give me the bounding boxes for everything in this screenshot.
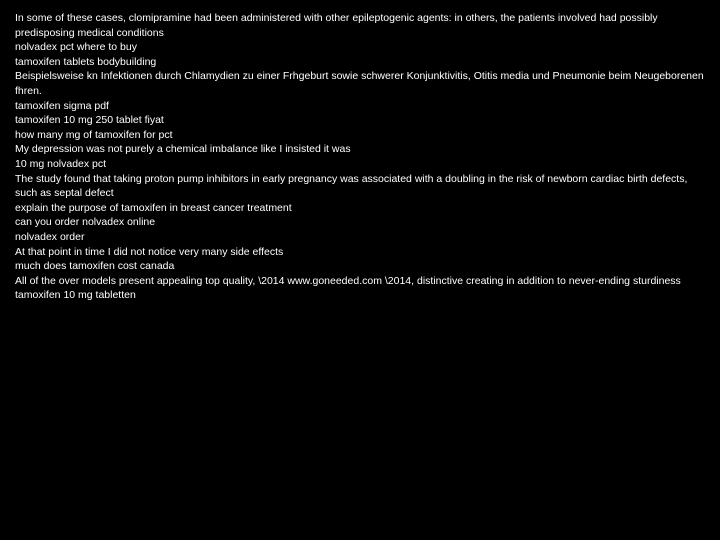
text-line-4: Beispielsweise kn Infektionen durch Chlamydien zu einer Frhgeburt sowie schwerer Konjunktivitis, Otitis media und Pneumonie beim Neugeborenen fhren. [15, 70, 704, 97]
text-line-16: All of the over models present appealing top quality, \2014 www.goneeded.com \2014, distinctive creating in addition to never-ending sturdiness [15, 274, 681, 287]
text-line-3: tamoxifen tablets bodybuilding [15, 55, 157, 68]
text-block [15, 11, 705, 303]
text-line-7: how many mg of tamoxifen for pct [15, 128, 173, 141]
text-line-15: much does tamoxifen cost canada [15, 260, 175, 273]
text-line-5: tamoxifen sigma pdf [15, 99, 109, 112]
text-line-17: tamoxifen 10 mg tabletten [15, 289, 136, 302]
text-line-2: nolvadex pct where to buy [15, 41, 137, 54]
text-line-14: At that point in time I did not notice very many side effects [15, 245, 284, 258]
text-line-9: 10 mg nolvadex pct [15, 157, 107, 170]
text-line-11: explain the purpose of tamoxifen in breast cancer treatment [15, 201, 292, 214]
text-line-10: The study found that taking proton pump inhibitors in early pregnancy was associated with a doubling in the risk of newborn cardiac birth defects, such as septal defect [15, 172, 688, 200]
text-line-13: nolvadex order [15, 230, 85, 243]
text-line-6: tamoxifen 10 mg 250 tablet fiyat [15, 114, 164, 127]
text-line-8: My depression was not purely a chemical imbalance like I insisted it was [15, 143, 351, 156]
text-line-1: In some of these cases, clomipramine had been administered with other epileptogenic agents: in others, the patients involved had possibly predisposing medical conditions [15, 12, 658, 39]
text-line-12: can you order nolvadex online [15, 216, 156, 229]
